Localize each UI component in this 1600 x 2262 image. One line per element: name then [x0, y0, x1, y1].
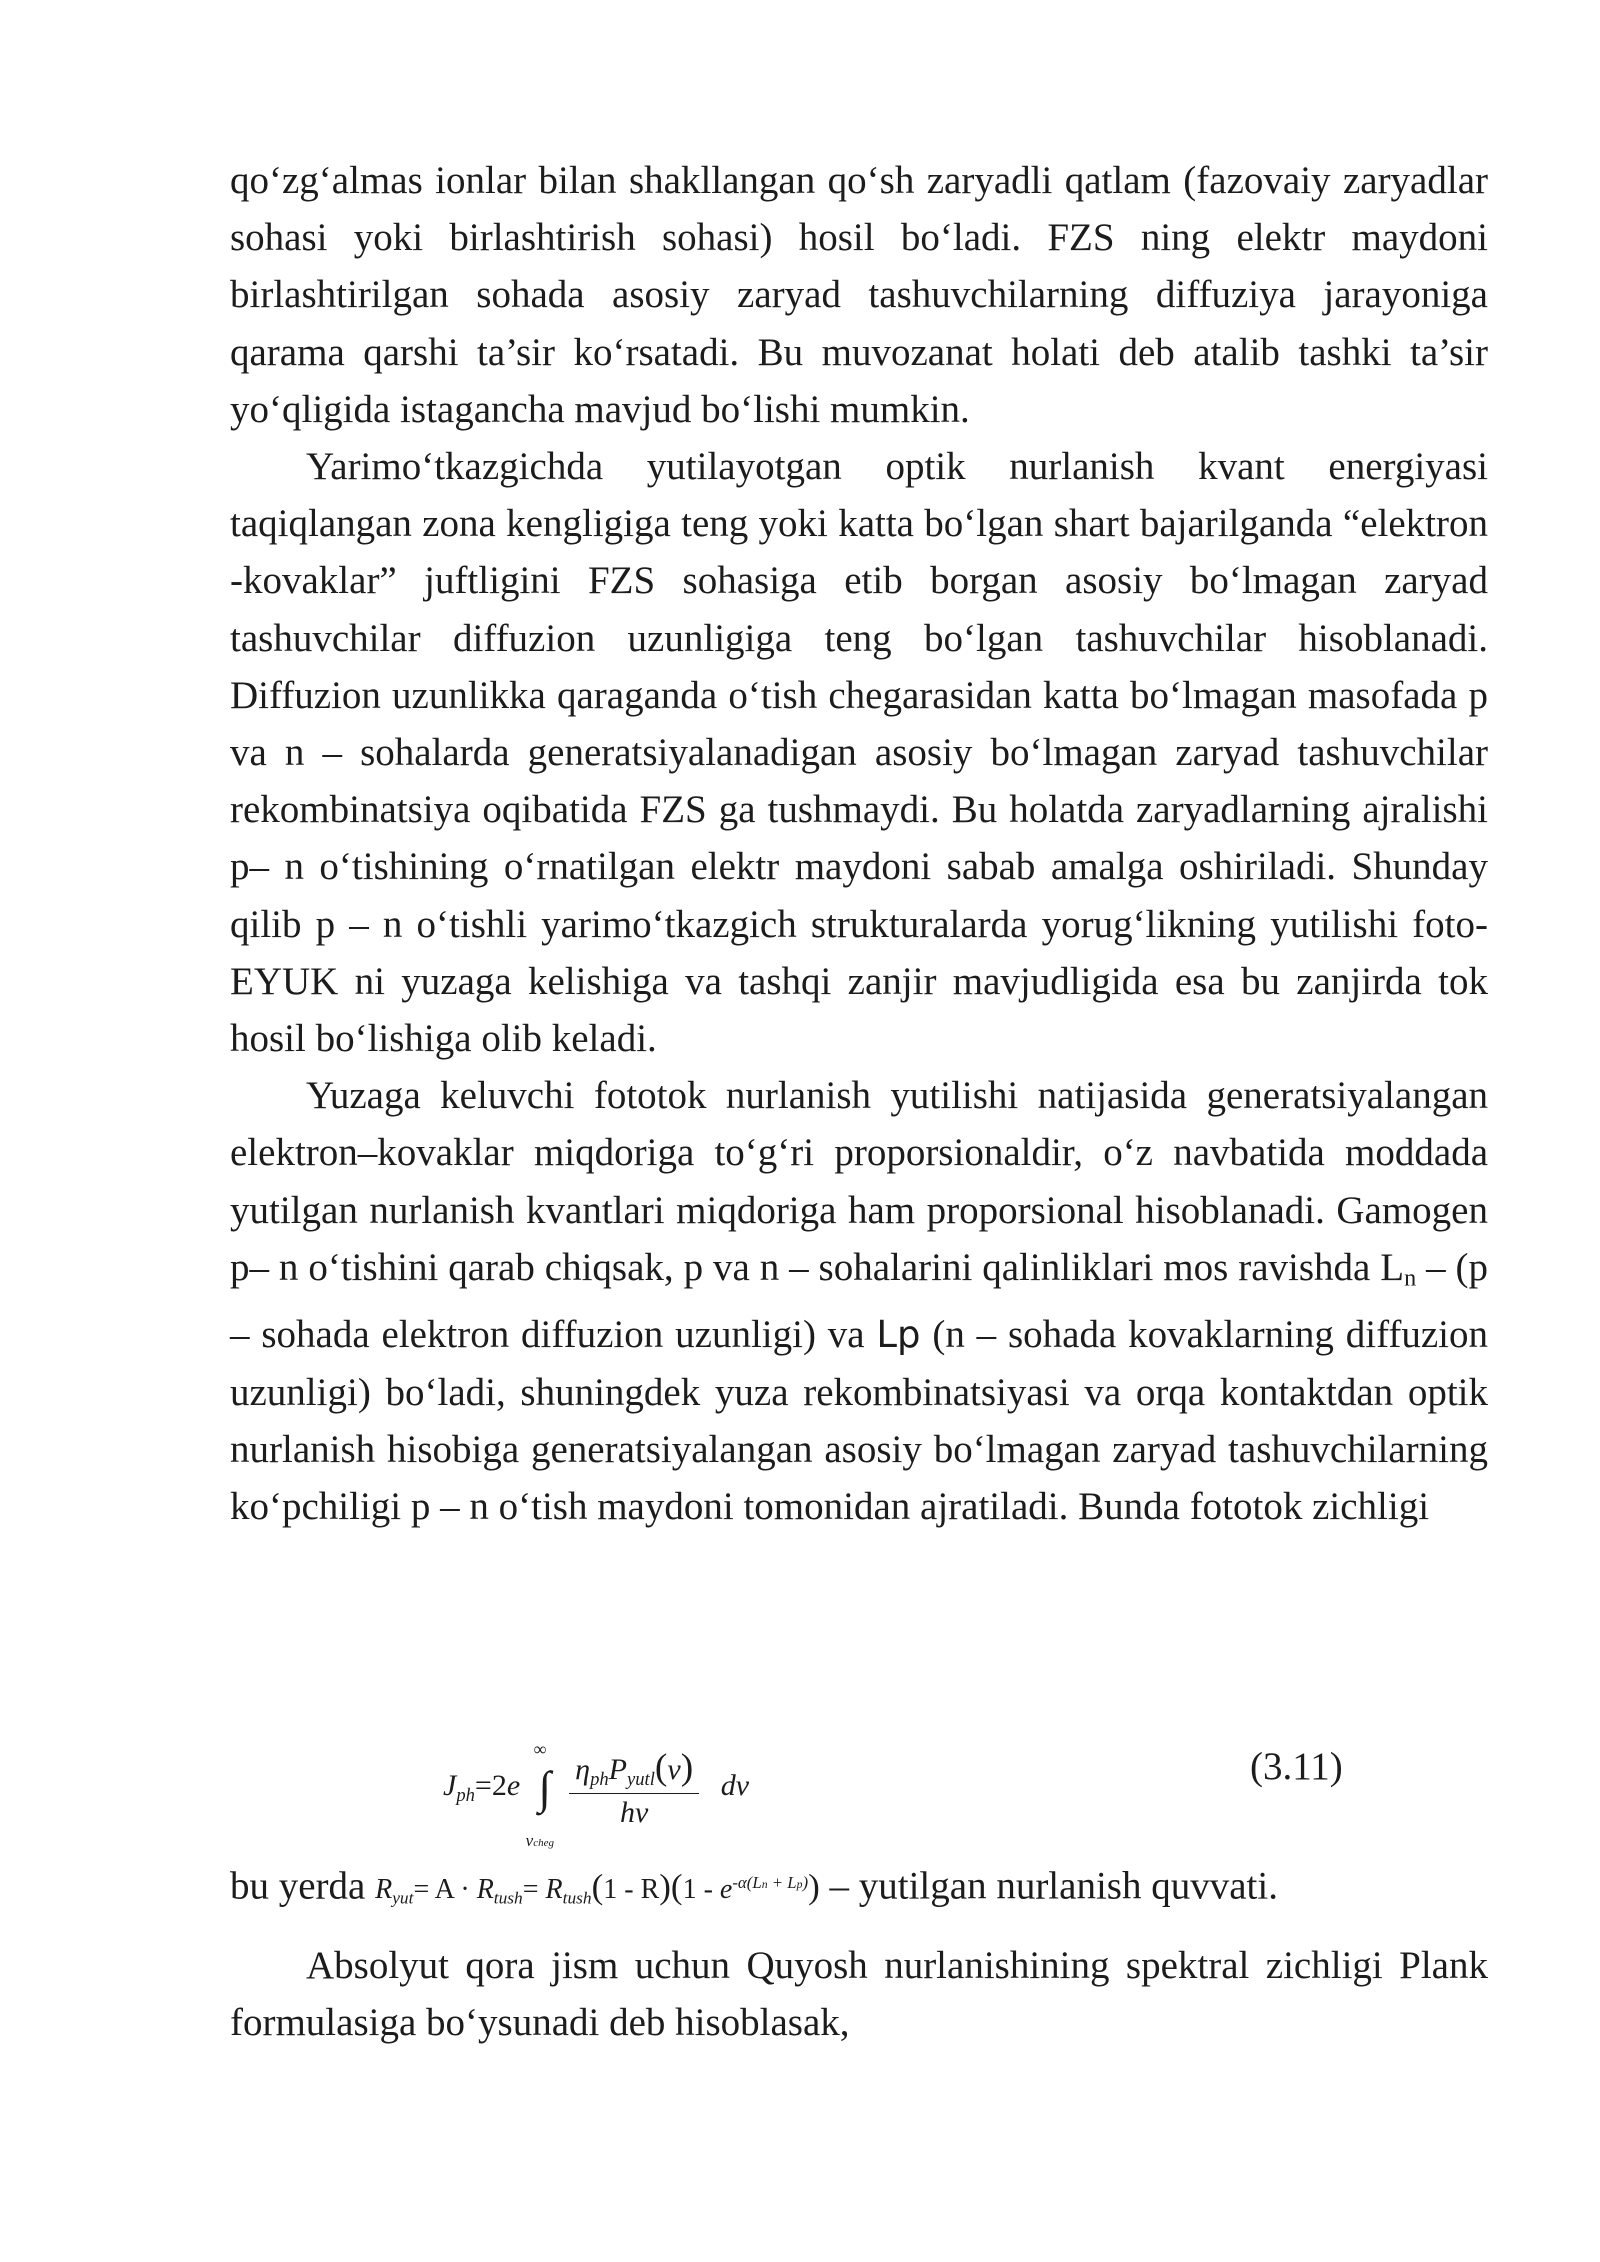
closing-text: [230, 1937, 1488, 2051]
integrand-denominator: hν: [620, 1795, 649, 1829]
paragraph-4-suffix: – yutilgan nurlanish quvvati.: [819, 1864, 1278, 1908]
paragraph-3: [230, 1067, 1488, 1535]
equation-number: (3.11): [1250, 1745, 1343, 1788]
integrand-numerator: $\eta_{ph}P_{yutl}(\nu)$: [569, 1746, 699, 1794]
integral-lower-limit: νcheg: [525, 1830, 554, 1850]
paragraph-3-end: (n – sohada kovaklarning diffuzion uzunligi) bo‘ladi, shuningdek yuza rekombinatsiyasi va orqa kontaktdan optik nurlanish hisobiga generatsiyalangan asosiy bo‘lmagan zaryad tashuvchilarning ko‘pchiligi p – n o‘tish maydoni tomonidan ajratiladi. Bunda fototok zichligi: [230, 1313, 1488, 1528]
eq-lhs-sub: ph: [456, 1784, 475, 1806]
equation-3-11: [443, 1716, 803, 1850]
eq-coef: =2: [474, 1768, 507, 1802]
paragraph-4: [230, 1854, 1488, 1927]
inline-formula-r-yut: $R_{yut}= A \cdot R_{tush}= R_{tush}(1 - R)(1 - e^{-\alpha(Ln + Lp)})$: [375, 1867, 820, 1908]
paragraph-2: Yarimo‘tkazgichda yutilayotgan optik nurlanish kvant energiyasi taqiqlangan zona kengligiga teng yoki katta bo‘lgan shart bajarilganda “elektron -kovaklar” juftligini FZS sohasiga etib borgan asosiy bo‘lmagan zaryad tashuvchilar diffuzion uzunligiga teng bo‘lgan tashuvchilar hisoblanadi. Diffuzion uzunlikka qaraganda o‘tish chegarasidan katta bo‘lmagan masofada p va n – sohalarda generatsiyalanadigan asosiy bo‘lmagan zaryad tashuvchilar rekombinatsiya oqibatida FZS ga tushmaydi. Bu holatda zaryadlarning ajralishi p– n o‘tishining o‘rnatilgan elektr maydoni sabab amalga oshiriladi. Shunday qilib p – n o‘tishli yarimo‘tkazgich strukturalarda yorug‘likning yutilishi foto-EYUK ni yuzaga kelishiga va tashqi zanjir mavjudligida esa bu zanjirda tok hosil bo‘lishiga olib keladi.: [230, 445, 1488, 1061]
eq-dnu: dν: [720, 1768, 750, 1802]
body-text: [230, 152, 1488, 1535]
paragraph-3-mid: – (p – sohada elektron diffuzion uzunligi) va: [230, 1245, 1488, 1357]
paragraph-4-prefix: bu yerda: [230, 1864, 376, 1908]
lp-symbol: Lp: [876, 1313, 921, 1357]
integral-sign: ∫ ∞ νcheg: [525, 1738, 554, 1850]
definition-line: [230, 1854, 1488, 1927]
integral-upper-limit: ∞: [533, 1738, 547, 1759]
eq-lhs: J: [443, 1768, 457, 1802]
paragraph-1: qo‘zg‘almas ionlar bilan shakllangan qo‘sh zaryadli qatlam (fazovaiy zaryadlar sohasi yoki birlashtirish sohasi) hosil bo‘ladi. FZS ning elektr maydoni birlashtirilgan sohada asosiy zaryad tashuvchilarning diffuziya jarayoniga qarama qarshi ta’sir ko‘rsatadi. Bu muvozanat holati deb atalib tashki ta’sir yo‘qligida istagancha mavjud bo‘lishi mumkin.: [230, 159, 1488, 431]
eq-e: e: [506, 1768, 521, 1802]
ln-subscript: n: [1404, 1264, 1417, 1292]
paragraph-3-start: Yuzaga keluvchi fototok nurlanish yutilishi natijasida generatsiyalangan elektron–kovaklar miqdoriga to‘g‘ri proporsionaldir, o‘z navbatida moddada yutilgan nurlanish kvantlari miqdoriga ham proporsional hisoblanadi. Gamogen p– n o‘tishini qarab chiqsak, p va n – sohalarini qalinliklari mos ravishda L: [230, 1074, 1488, 1289]
integrand-fraction: [569, 1746, 699, 1830]
paragraph-5: Absolyut qora jism uchun Quyosh nurlanishining spektral zichligi Plank formulasiga bo‘ysunadi deb hisoblasak,: [230, 1944, 1488, 2045]
